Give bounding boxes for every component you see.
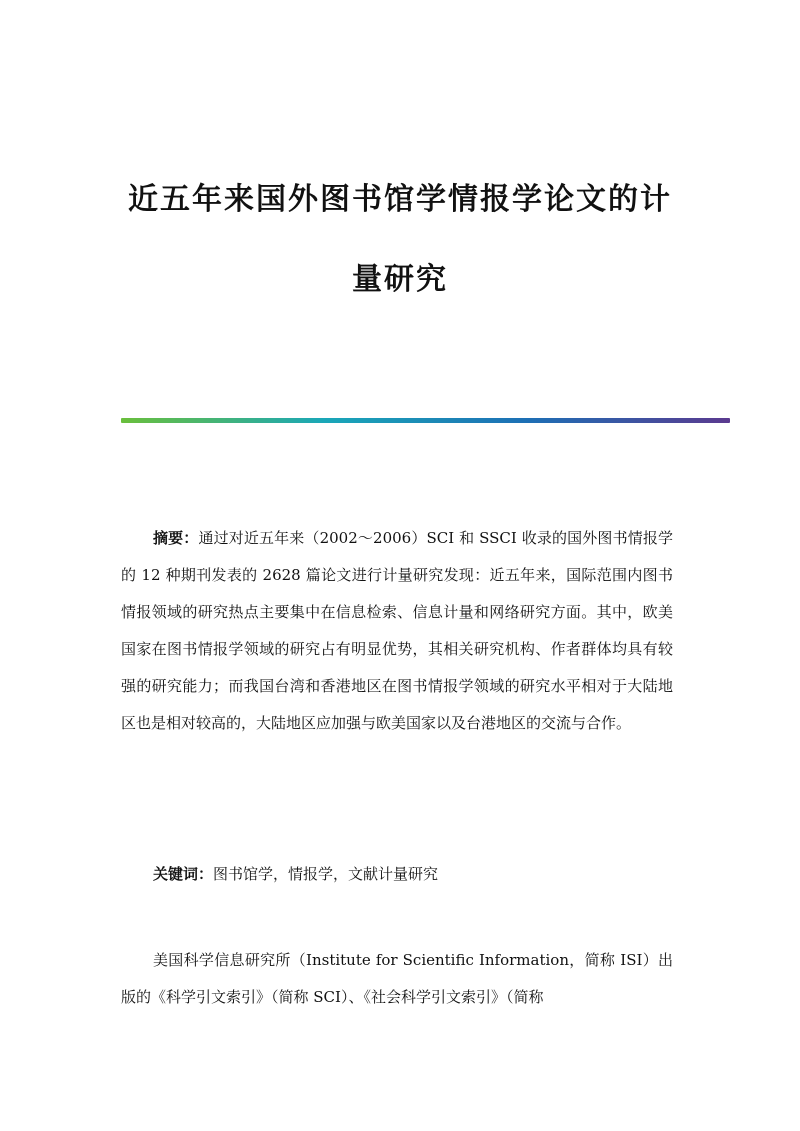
keywords-paragraph	[121, 856, 673, 893]
abstract-label: 摘要：	[153, 529, 199, 547]
keywords-label: 关键词：	[153, 865, 214, 883]
title-line-1: 近五年来国外图书馆学情报学论文的计	[128, 182, 672, 217]
title-divider	[121, 418, 730, 423]
abstract-text: 通过对近五年来（2002～2006）SCI 和 SSCI 收录的国外图书情报学的 12 种期刊发表的 2628 篇论文进行计量研究发现：近五年来，国际范围内图书情报领域的研究热点主要集中在信息检索、信息计量和网络研究方面。其中，欧美国家在图书情报学领域的研究占有明显优势，其相关研究机构、作者群体均具有较强的研究能力；而我国台湾和香港地区在图书情报学领域的研究水平相对于大陆地区也是相对较高的，大陆地区应加强与欧美国家以及台港地区的交流与合作。	[121, 529, 673, 732]
title-line-2: 量研究	[352, 262, 448, 297]
abstract-paragraph	[121, 520, 673, 742]
keywords-text: 图书馆学，情报学，文献计量研究	[213, 865, 439, 883]
paper-title	[0, 180, 800, 300]
body-paragraph: 美国科学信息研究所（Institute for Scientific Information，简称 ISI）出版的《科学引文索引》（简称 SCI）、《社会科学引文索引》（简称	[121, 951, 673, 1006]
